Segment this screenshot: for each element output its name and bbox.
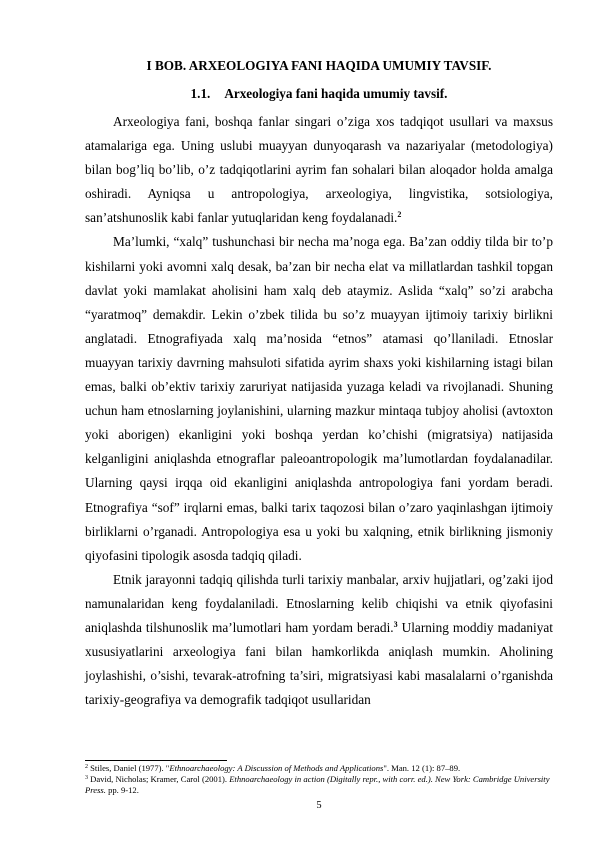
- chapter-title: I BOB. ARXEOLOGIYA FANI HAQIDA UMUMIY TAVSIF.: [146, 58, 492, 73]
- paragraph: [85, 110, 553, 230]
- page-number: 5: [316, 800, 322, 811]
- paragraph: [85, 230, 553, 567]
- paragraph-text: Ma’lumki, “xalq” tushunchasi bir necha ma’noga ega. Ba’zan oddiy tilda bir to’p kishilarni yoki avomni xalq desak, ba’zan bir necha elat va millatlardan tashkil topgan davlat yoki mamlakat aholisini ham xalq deb ataymiz. Aslida “xalq” so’zi arabcha “yaratmoq” demakdir. Lekin o’zbek tilida bu so’z muayyan ijtimoiy tarixiy birlikni anglatadi. Etnografiyada xalq ma’nosida “etnos” atamasi qo’llaniladi. Etnoslar muayyan tarixiy davrning mahsuloti sifatida ayrim shaxs yoki kishilarning istagi bilan emas, balki ob’ektiv tarixiy zaruriyat natijasida yuzaga keladi va rivojlanadi. Shuning uchun ham etnoslarning joylanishini, ularning mazkur mintaqa tubjoy aholisi (avtoxton yoki aborigen) ekanligini yoki boshqa yerdan ko’chishi (migratsiya) natijasida kelganligini aniqlashda etnograflar paleoantropologik ma’lumotlardan foydalanadilar. Ularning qaysi irqqa oid ekanligini aniqlashda antropologiya fani yordam beradi. Etnografiya “sof” irqlarni emas, balki tarix taqozosi bilan o’zaro yaqinlashgan ijtimoiy birliklarni o’rganadi. Antropologiya esa u yoki bu xalqning, etnik birlikning jismoniy qiyofasini tipologik asosda tadqiq qiladi.: [85, 234, 553, 563]
- footnote-text: David, Nicholas; Kramer, Carol (2001).: [88, 774, 230, 785]
- footnote-text-tail: ". Man. 12 (1): 87–89.: [383, 763, 461, 773]
- footnote-number: 2: [85, 764, 88, 770]
- footnote-number: 3: [85, 775, 88, 782]
- paragraph-text: Arxeologiya fani, boshqa fanlar singari o’ziga xos tadqiqot usullari va maxsus atamalariga ega. Uning uslubi muayyan dunyoqarash va nazariyalar (metodologiya) bilan bog’liq bo’lib, o’z tadqiqotlarini ayrim fan sohalari bilan aloqador holda amalga oshiradi. Ayniqsa u antropologiya, arxeologiya, lingvistika, sotsiologiya, san’atshunoslik kabi fanlar yutuqlaridan keng foydalanadi.: [85, 114, 553, 226]
- section-title: Arxeologiya fani haqida umumiy tavsif.: [224, 86, 448, 101]
- paragraph: [85, 568, 553, 713]
- body-text: [85, 110, 553, 712]
- paragraph-text: Etnik jarayonni tadqiq qilishda turli tarixiy manbalar, arxiv hujjatlari, og’zaki ijod namunalaridan keng foydalaniladi. Etnoslarning kelib chiqishi va etnik qiyofasini aniqlashda tilshunoslik ma’lumotlari ham yordam beradi.: [85, 571, 553, 635]
- footnote-title: Ethnoarchaeology: A Discussion of Methods and Applications: [169, 763, 384, 773]
- section-number: 1.1.: [190, 86, 211, 101]
- footnote-text: Stiles, Daniel (1977). ": [88, 763, 170, 773]
- footnote: [85, 763, 553, 774]
- paragraph-text-tail: Ularning moddiy madaniyat xususiyatlarini arxeologiya fani bilan hamkorlikda aniqlash mumkin. Aholining joylashishi, o’sishi, tevarak-atrofning ta’siri, migratsiyasi kabi masalalarni o’rganishda tarixiy-geografiya va demografik tadqiqot usullaridan: [85, 619, 553, 708]
- footnote-separator: [85, 760, 227, 761]
- footnote-text-tail: pp. 9-12.: [105, 785, 139, 796]
- footnote-reference: 3: [393, 619, 398, 629]
- footnotes: [85, 763, 553, 797]
- footnote: [85, 774, 553, 796]
- footnote-title: Ethnoarchaeology in action (Digitally repr., with corr. ed.). New York: Cambridge University Press.: [85, 774, 550, 796]
- footnote-reference: 2: [397, 210, 402, 220]
- section-heading: [85, 86, 553, 102]
